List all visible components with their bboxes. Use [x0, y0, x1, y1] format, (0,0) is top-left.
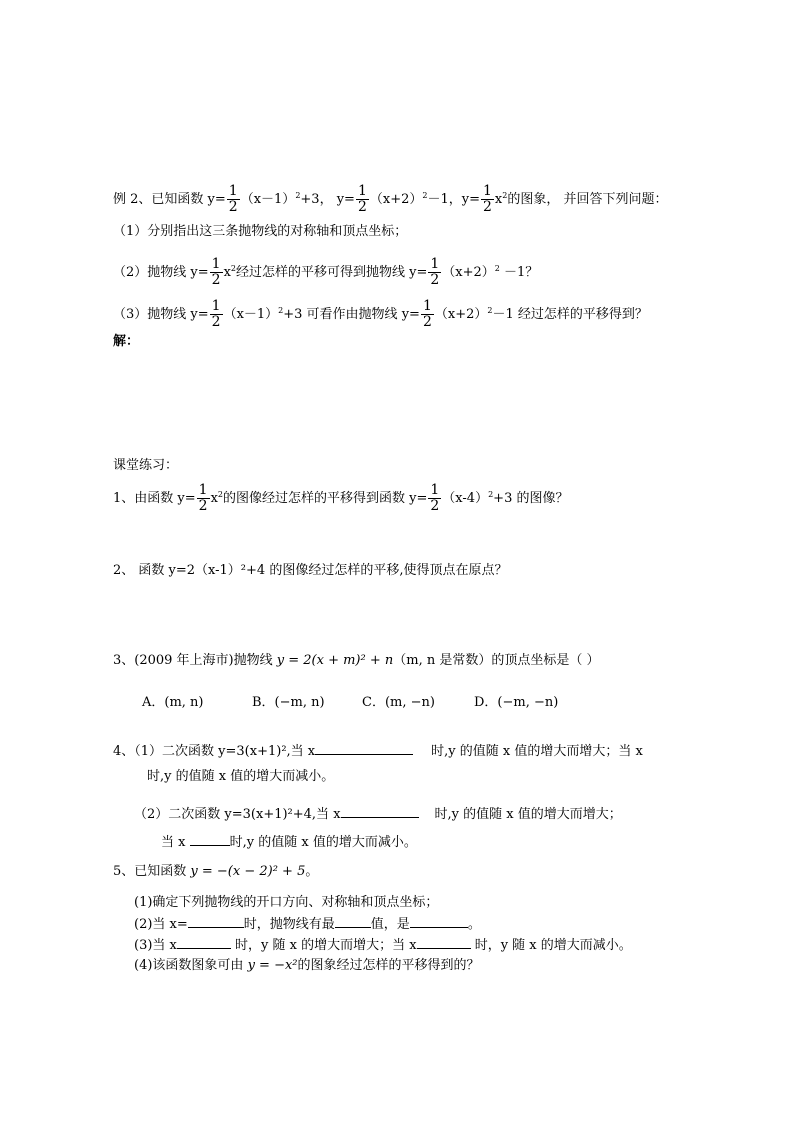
practice-5-2: [134, 913, 481, 935]
formula: y = −(x − 2)² + 5: [190, 864, 306, 879]
text: 时，y 随 x 的增大而减小。: [470, 938, 632, 953]
text: （x+2）: [442, 265, 495, 280]
text: （2）二次函数 y=3(x+1)²+4,当 x: [134, 807, 341, 822]
answer-blank[interactable]: [188, 913, 244, 928]
text: +3， y=: [300, 192, 355, 207]
fraction-half: $\frac{1}{2}$: [211, 256, 221, 288]
practice-2: 2、 函数 y=2（x-1）²+4 的图像经过怎样的平移,使得顶点在原点？: [113, 563, 508, 578]
text: x: [223, 265, 231, 280]
text: 时，抛物线有最: [243, 917, 335, 932]
practice-5-3: [134, 934, 632, 956]
practice-5-4: [134, 956, 480, 976]
answer-blank[interactable]: [417, 934, 471, 949]
text: (2)当 x=: [134, 917, 188, 932]
practice-4-1-cont: 时,y 的值随 x 值的增大而减小。: [147, 769, 335, 784]
answer-blank[interactable]: [335, 913, 371, 928]
text: （x+2）: [369, 192, 423, 207]
text: 时,y 的值随 x 值的增大而增大；当 x: [431, 744, 643, 759]
text: 时,y 的值随 x 值的增大而增大；: [434, 807, 622, 822]
text: 3、(2009 年上海市)抛物线: [113, 653, 277, 668]
practice-3: [113, 651, 599, 671]
text: （3）抛物线 y=: [113, 307, 209, 322]
option-d: D．(−m, −n): [474, 695, 559, 710]
question-2: （2）抛物线 y= $\frac{1}{2}$ $x^2$经过怎样的平移可得到抛物线 y= $\frac{1}{2}$ $(x+2)^2 -1$？: [113, 256, 539, 288]
solution-label: 解：: [113, 334, 140, 349]
text: (4)该函数图象可由: [134, 958, 248, 973]
text: 5、已知函数: [113, 864, 191, 879]
option-a: A．(m, n): [142, 695, 204, 710]
text: （x－1）: [223, 307, 279, 322]
text: x: [494, 192, 503, 207]
question-3: （3）抛物线 y= $\frac{1}{2}$ $(x-1)^2+3$ 可看作由抛物线 y= $\frac{1}{2}$ $(x+2)^2-1$ 经过怎样的平移得到？: [113, 298, 648, 330]
practice-title: 课堂练习：: [113, 458, 179, 473]
practice-5-1: (1)确定下列抛物线的开口方向、对称轴和顶点坐标；: [134, 895, 439, 910]
text: +3 可看作由抛物线 y=: [283, 307, 420, 322]
text: （x－1）: [240, 192, 296, 207]
text: （m, n 是常数）的顶点坐标是（ ）: [393, 653, 600, 668]
text: 时,y 的值随 x 值的增大而减小。: [229, 835, 417, 850]
fraction-half: $\frac{1}{2}$: [211, 298, 221, 330]
fraction-half: $\frac{1}{2}$: [482, 183, 492, 215]
formula: y = 2(x + m)² + n: [276, 653, 394, 668]
text: 。: [467, 917, 481, 932]
text: －1，y=: [427, 192, 480, 207]
text: 的图象， 并回答下列问题：: [507, 192, 668, 207]
fraction-half: $\frac{1}{2}$: [422, 298, 432, 330]
text: 时，y 随 x 的增大而增大；当 x: [230, 938, 417, 953]
text: 的图象经过怎样的平移得到的？: [297, 958, 480, 973]
practice-5: [113, 862, 318, 882]
text: x: [210, 491, 218, 506]
text: (3)当 x: [134, 938, 177, 953]
text: 1、由函数 y=: [113, 491, 196, 506]
fraction-half: $\frac{1}{2}$: [430, 256, 440, 288]
text: 的图像经过怎样的平移得到函数 y=: [223, 491, 428, 506]
answer-blank[interactable]: [177, 934, 231, 949]
fraction-half: $\frac{1}{2}$: [430, 482, 440, 514]
text: －1？: [499, 265, 539, 280]
question-1: （1）分别指出这三条抛物线的对称轴和顶点坐标；: [113, 224, 408, 239]
option-c: C．(m, −n): [362, 695, 435, 710]
practice-4-2: [134, 803, 622, 825]
option-b: B．(−m, n): [252, 695, 325, 710]
text: 当 x: [161, 835, 190, 850]
answer-blank[interactable]: [410, 913, 468, 928]
practice-1: 1、由函数 y= $\frac{1}{2}$ $x^2$的图像经过怎样的平移得到函数 y= $\frac{1}{2}$ $(x-4)^2+3$ 的图像？: [113, 482, 569, 514]
fraction-half: $\frac{1}{2}$: [357, 183, 367, 215]
answer-blank[interactable]: [190, 831, 230, 846]
practice-4-2-cont: [161, 831, 417, 853]
example2-statement: 例 2、已知函数 y= $\frac{1}{2}$ $(x-1)^2+3$， y= $\frac{1}{2}$ $(x+2)^2-1$，y= $\frac{1}{2}$ $x^2$的图象， 并回答下列问题：: [113, 183, 668, 215]
text: 。: [305, 864, 319, 879]
text: 例 2、已知函数 y=: [113, 192, 226, 207]
text: －1 经过怎样的平移得到？: [492, 307, 648, 322]
fraction-half: $\frac{1}{2}$: [228, 183, 238, 215]
fraction-half: $\frac{1}{2}$: [198, 482, 208, 514]
practice-4-1: [113, 740, 643, 762]
text: 经过怎样的平移可得到抛物线 y=: [236, 265, 428, 280]
text: （2）抛物线 y=: [113, 265, 209, 280]
text: +3 的图像？: [493, 491, 569, 506]
answer-blank[interactable]: [341, 803, 419, 818]
text: 值，是: [370, 917, 410, 932]
answer-blank[interactable]: [315, 740, 413, 755]
text: （x-4）: [442, 491, 489, 506]
text: 4、（1）二次函数 y=3(x+1)²,当 x: [113, 744, 316, 759]
formula: y = −x²: [247, 958, 298, 973]
text: （x+2）: [434, 307, 488, 322]
